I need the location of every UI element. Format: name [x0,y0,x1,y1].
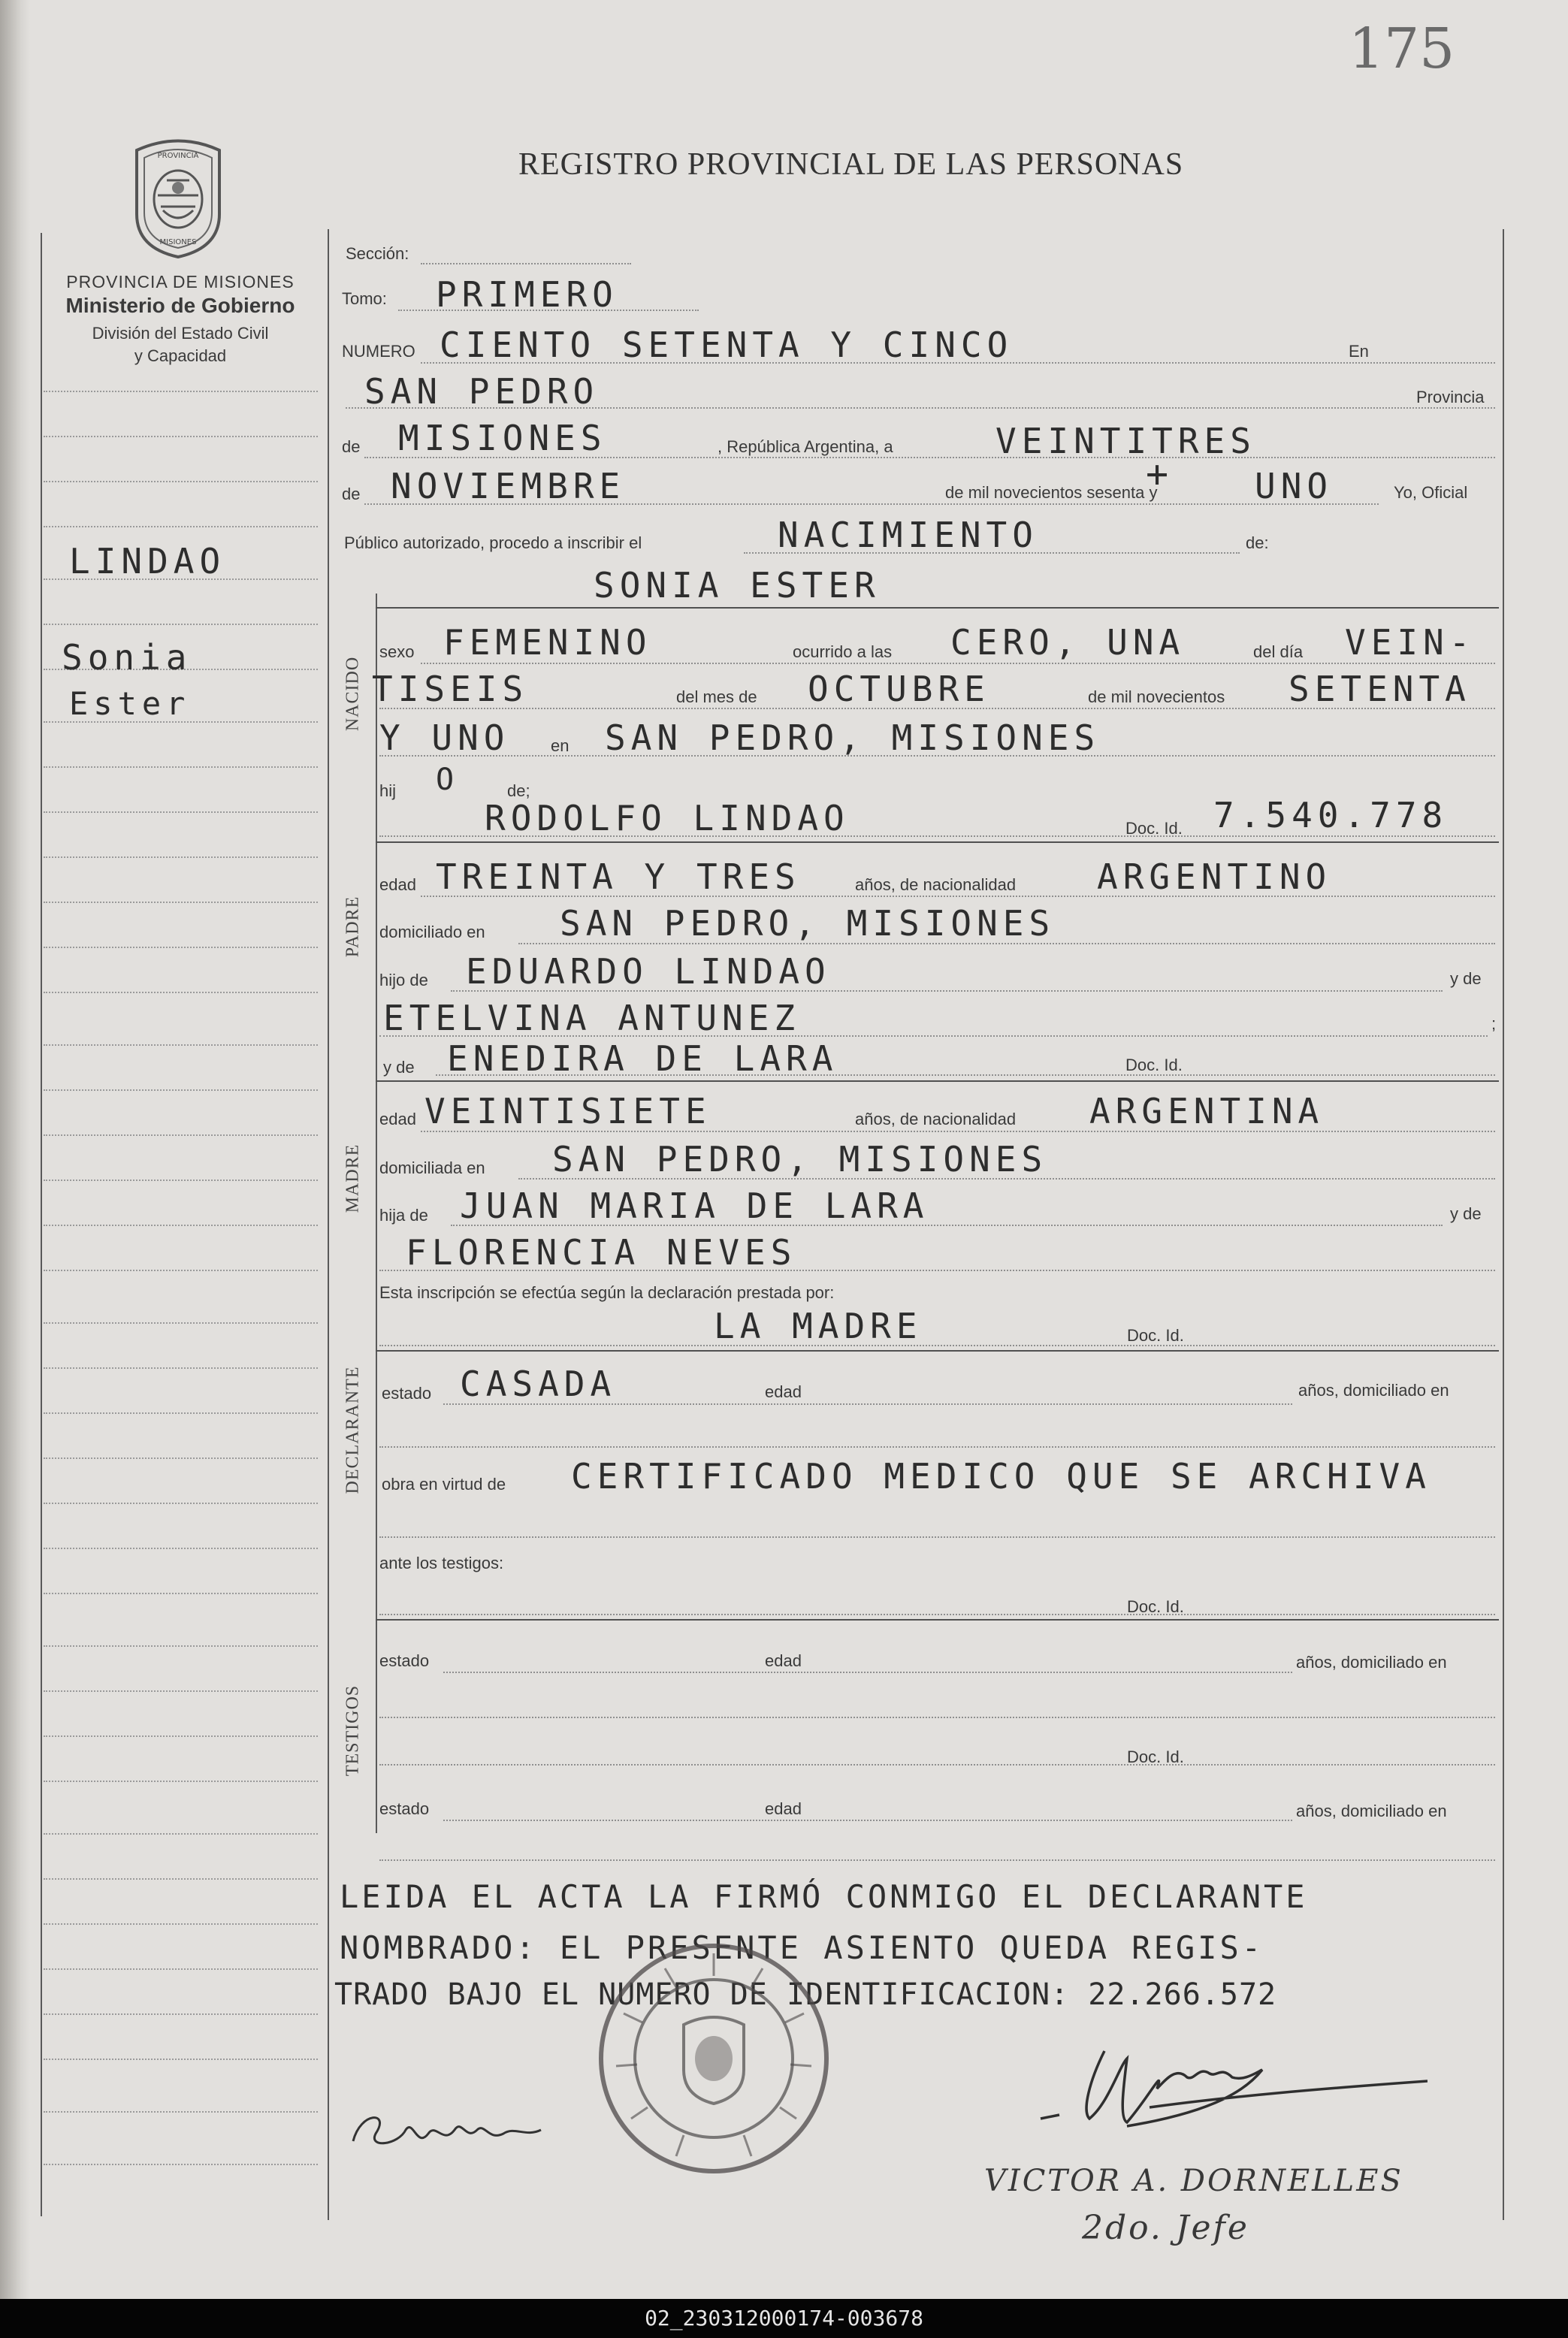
provincia-value: MISIONES [398,418,607,458]
padre-domicilio-value: SAN PEDRO, MISIONES [560,903,1056,944]
ocurrido-label: ocurrido a las [793,642,893,661]
de-label-2: de [342,485,361,503]
margin-line [44,526,318,527]
oficial-signature-icon [1037,2036,1428,2156]
form-line [421,362,1495,364]
declarante-doc-label: Doc. Id. [1127,1326,1184,1345]
form-line [421,663,1495,664]
madre-nac-value: ARGENTINA [1089,1091,1325,1131]
image-id-bar: 02_230312000174-003678 [0,2299,1568,2338]
margin-line [44,1923,318,1925]
form-line [421,896,1495,897]
sexo-label: sexo [379,642,415,661]
margin-line [44,992,318,993]
de-mil-2-label: de mil novecientos [1088,687,1225,706]
form-line [451,1225,1443,1226]
form-line [451,990,1443,992]
hijo-de-label: hijo de [379,971,428,989]
madre-nombre-value: ENEDIRA DE LARA [447,1038,838,1079]
margin-line [44,856,318,858]
form-line [443,1672,1292,1673]
margin-line [44,1833,318,1835]
margin-given-name-2: Ester [69,685,191,722]
form-line [379,1345,1495,1346]
margin-line [44,436,318,437]
obra-value: CERTIFICADO MEDICO QUE SE ARCHIVA [571,1456,1431,1497]
section-rule [376,607,1499,609]
section-left-rule [376,594,377,1833]
testigo2-edad-label: edad [765,1799,802,1818]
form-line [379,1717,1495,1718]
form-line [379,1035,1488,1037]
margin-line [44,2013,318,2015]
closing-line-3: TRADO BAJO EL NUMERO DE IDENTIFICACION: 22.266.572 [334,1977,1277,2012]
form-line [379,835,1495,837]
madre-domicilio-label: domiciliada en [379,1158,485,1177]
margin-line [44,391,318,392]
margin-surname: LINDAO [69,541,226,581]
declarante-signature-icon [346,2089,571,2171]
form-line [379,1446,1495,1448]
margin-line [44,1134,318,1136]
testigo1-edad-label: edad [765,1651,802,1670]
province-line: PROVINCIA DE MISIONES [66,272,295,291]
sexo-value: FEMENINO [443,622,652,663]
madre-edad-value: VEINTISIETE [424,1091,711,1131]
madre-section-label: MADRE [343,1143,363,1213]
form-line [443,1820,1292,1821]
margin-line [44,947,318,948]
padre-nac-value: ARGENTINO [1097,856,1332,897]
testigos-section-label: TESTIGOS [343,1684,363,1777]
margin-line [44,1089,318,1091]
margin-line [44,1878,318,1880]
padre-domicilio-label: domiciliado en [379,923,485,941]
margin-line [44,1225,318,1226]
margin-line [44,624,318,625]
form-line [421,263,631,264]
ante-testigos-label: ante los testigos: [379,1554,504,1572]
y-de-3-label: y de [1450,1204,1482,1223]
section-rule [376,1350,1499,1352]
form-line [379,755,1495,757]
madre-anos-label: años, de nacionalidad [855,1110,1017,1128]
margin-line [44,1180,318,1181]
padre-section-label: PADRE [343,896,363,958]
margin-line [44,2111,318,2113]
margin-line [44,1457,318,1459]
hija-de-label: hija de [379,1206,428,1225]
testigo2-doc-label: Doc. Id. [1127,1747,1184,1766]
publico-label: Público autorizado, procedo a inscribir el [344,533,642,552]
anio-nac-1-value: SETENTA [1289,669,1471,709]
dia-nac-1-value: VEIN- [1345,622,1476,663]
section-rule [376,841,1499,843]
esta-inscripcion-label: Esta inscripción se efectúa según la declaración prestada por: [379,1283,835,1302]
margin-line [44,2164,318,2165]
de-mil-label: de mil novecientos sesenta y [945,483,1158,502]
form-line [436,1074,1495,1076]
hora-value: CERO, UNA [950,622,1186,663]
abuela-materna-value: FLORENCIA NEVES [406,1232,797,1273]
page-title: REGISTRO PROVINCIAL DE LAS PERSONAS [518,147,1184,182]
del-mes-label: del mes de [676,687,757,706]
form-line [518,1178,1495,1180]
margin-line [44,1690,318,1692]
form-line [364,457,1495,458]
margin-line [44,1645,318,1647]
margin-line [44,1270,318,1271]
tomo-label: Tomo: [342,289,387,308]
oficial-name: VICTOR A. DORNELLES [984,2164,1403,2198]
provincia-label: Provincia [1416,388,1485,406]
padre-anos-label: años, de nacionalidad [855,875,1017,894]
form-line [443,1403,1292,1405]
margin-line [44,1735,318,1737]
del-dia-label: del día [1253,642,1304,661]
form-right-rule [1503,229,1504,2220]
estado-label: estado [382,1384,432,1403]
en-label: En [1349,342,1369,361]
section-rule [376,1619,1499,1621]
padre-edad-label: edad [379,875,416,894]
margin-line [44,1593,318,1594]
declarante-value: LA MADRE [714,1306,923,1346]
margin-line [44,1367,318,1369]
division-line-2: y Capacidad [134,346,227,365]
padre-doc-value: 7.540.778 [1213,795,1449,835]
form-line [379,1859,1495,1861]
coat-of-arms-icon [122,135,234,259]
de-colon-label: de: [1246,533,1269,552]
madre-doc-label: Doc. Id. [1125,1056,1183,1074]
nacido-section-label: NACIDO [343,656,363,732]
form-line [379,1764,1495,1766]
padre-edad-value: TREINTA Y TRES [436,856,801,897]
issuer-block [30,272,331,367]
acto-value: NACIMIENTO [778,515,1038,555]
form-line [518,943,1495,944]
anos-domiciliado-label: años, domiciliado en [1298,1381,1449,1400]
testigo1-anos-label: años, domiciliado en [1296,1653,1447,1672]
hij-suffix-value: O [436,763,460,797]
de-label: de [342,437,361,456]
division-line-1: División del Estado Civil [92,324,269,343]
form-line [346,407,1495,409]
abuela-paterna-value: ETELVINA ANTUNEZ [383,998,801,1038]
cross-mark: + [1146,452,1174,496]
margin-line [44,1322,318,1324]
padre-nombre-value: RODOLFO LINDAO [485,798,850,838]
ministry-line: Ministerio de Gobierno [65,294,295,317]
seal-text-bottom: MISIONES [159,238,197,246]
form-line [379,1614,1495,1615]
margin-line [44,1044,318,1046]
obra-label: obra en virtud de [382,1475,506,1494]
page-number: 175 [1349,17,1455,81]
margin-line [44,1968,318,1970]
closing-line-1: LEIDA EL ACTA LA FIRMÓ CONMIGO EL DECLARANTE [340,1878,1308,1915]
madre-edad-label: edad [379,1110,416,1128]
margin-line [44,1548,318,1549]
declarante-section-label: DECLARANTE [343,1366,363,1494]
form-line [379,1270,1495,1271]
testigo1-estado-label: estado [379,1651,430,1670]
dia-inscripcion-value: VEINTITRES [995,421,1256,461]
y-de-label: y de [1450,969,1482,988]
madre-domicilio-value: SAN PEDRO, MISIONES [552,1139,1048,1180]
numero-value: CIENTO SETENTA Y CINCO [440,325,1014,365]
anio-value: UNO [1255,466,1334,506]
form-line [364,503,1379,505]
numero-label: NUMERO [342,342,415,361]
binding-shadow [0,0,30,2299]
edad-declarante-label: edad [765,1382,802,1401]
anio-nac-2-value: Y UNO [379,717,510,758]
section-rule [376,1080,1499,1082]
form-line [744,552,1240,554]
testigo1-doc-label: Doc. Id. [1127,1597,1184,1616]
en-2-label: en [551,736,569,755]
margin-given-name-1: Sonia [62,637,192,678]
margin-line [44,1503,318,1504]
margin-line [44,481,318,482]
seccion-label: Sección: [346,244,409,263]
semicolon-label: ; [1491,1014,1497,1033]
oficial-title: 2do. Jefe [1082,2209,1249,2247]
mes-nac-value: OCTUBRE [808,669,990,709]
official-stamp-icon [594,1938,834,2179]
form-line [398,310,699,311]
estado-declarante-value: CASADA [460,1364,617,1404]
abuelo-paterno-value: EDUARDO LINDAO [466,951,831,992]
testigo2-anos-label: años, domiciliado en [1296,1802,1447,1820]
abuelo-materno-value: JUAN MARIA DE LARA [460,1186,929,1226]
form-line [379,1536,1495,1538]
lugar-value: SAN PEDRO [364,371,600,412]
margin-line [44,766,318,768]
margin-left-rule [41,233,42,2216]
seal-text-top: PROVINCIA [157,152,199,160]
de-semi-label: de; [507,781,530,800]
closing-line-2: NOMBRADO: EL PRESENTE ASIENTO QUEDA REGIS- [340,1929,1264,1966]
mes-inscripcion-value: NOVIEMBRE [391,466,626,506]
form-line [421,1131,1495,1132]
margin-line [44,902,318,903]
margin-right-rule [328,229,329,2220]
form-line [379,708,1495,709]
margin-line [44,811,318,813]
y-de-2-label: y de [383,1058,415,1077]
republica-label: , República Argentina, a [718,437,893,456]
yo-oficial-label: Yo, Oficial [1394,483,1468,502]
margin-line [44,2059,318,2060]
margin-line [44,1781,318,1782]
tomo-value: PRIMERO [436,274,618,315]
nombre-value: SONIA ESTER [594,565,881,606]
dia-nac-2-value: TISEIS [372,669,529,709]
margin-line [44,1412,318,1414]
hij-label: hij [379,781,397,800]
testigo2-estado-label: estado [379,1799,430,1818]
lugar-nac-value: SAN PEDRO, MISIONES [605,717,1101,758]
padre-doc-label: Doc. Id. [1125,819,1183,838]
